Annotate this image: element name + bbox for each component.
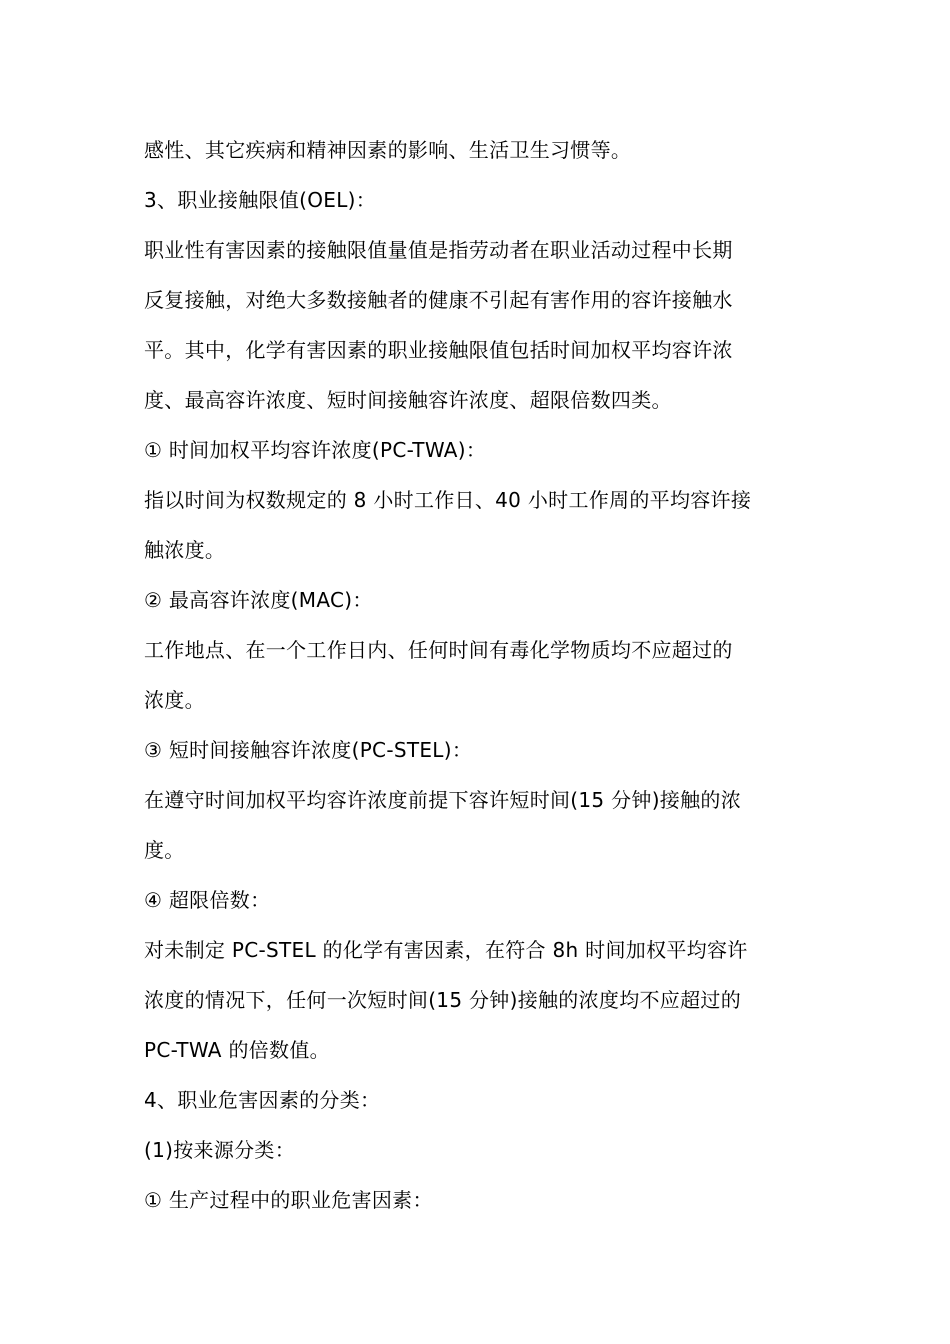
subsection-heading: ④ 超限倍数： — [144, 888, 271, 912]
text-line: 浓度的情况下，任何一次短时间(15 分钟)接触的浓度均不应超过的 — [144, 988, 742, 1012]
subsection-heading: ② 最高容许浓度(MAC)： — [144, 588, 373, 612]
section-heading: 4、职业危害因素的分类： — [144, 1088, 381, 1112]
section-heading: 3、职业接触限值(OEL)： — [144, 188, 377, 212]
text-line: 度、最高容许浓度、短时间接触容许浓度、超限倍数四类。 — [144, 388, 672, 412]
text-line: 度。 — [144, 838, 185, 862]
text-line: 对未制定 PC-STEL 的化学有害因素，在符合 8h 时间加权平均容许 — [144, 938, 748, 962]
list-item: ① 生产过程中的职业危害因素： — [144, 1188, 433, 1212]
subsection-heading: ① 时间加权平均容许浓度(PC-TWA)： — [144, 438, 487, 462]
document-page — [144, 125, 809, 1225]
text-line: 触浓度。 — [144, 538, 226, 562]
text-line: 浓度。 — [144, 688, 205, 712]
subsection-heading: (1)按来源分类： — [144, 1138, 296, 1162]
text-line: 感性、其它疾病和精神因素的影响、生活卫生习惯等。 — [144, 138, 632, 162]
subsection-heading: ③ 短时间接触容许浓度(PC-STEL)： — [144, 738, 473, 762]
text-line: 平。其中，化学有害因素的职业接触限值包括时间加权平均容许浓 — [144, 338, 733, 362]
text-line: 职业性有害因素的接触限值量值是指劳动者在职业活动过程中长期 — [144, 238, 733, 262]
text-line: 工作地点、在一个工作日内、任何时间有毒化学物质均不应超过的 — [144, 638, 733, 662]
text-line: PC-TWA 的倍数值。 — [144, 1038, 330, 1062]
text-line: 在遵守时间加权平均容许浓度前提下容许短时间(15 分钟)接触的浓 — [144, 788, 742, 812]
text-line: 反复接触，对绝大多数接触者的健康不引起有害作用的容许接触水 — [144, 288, 733, 312]
text-line: 指以时间为权数规定的 8 小时工作日、40 小时工作周的平均容许接 — [144, 488, 752, 512]
